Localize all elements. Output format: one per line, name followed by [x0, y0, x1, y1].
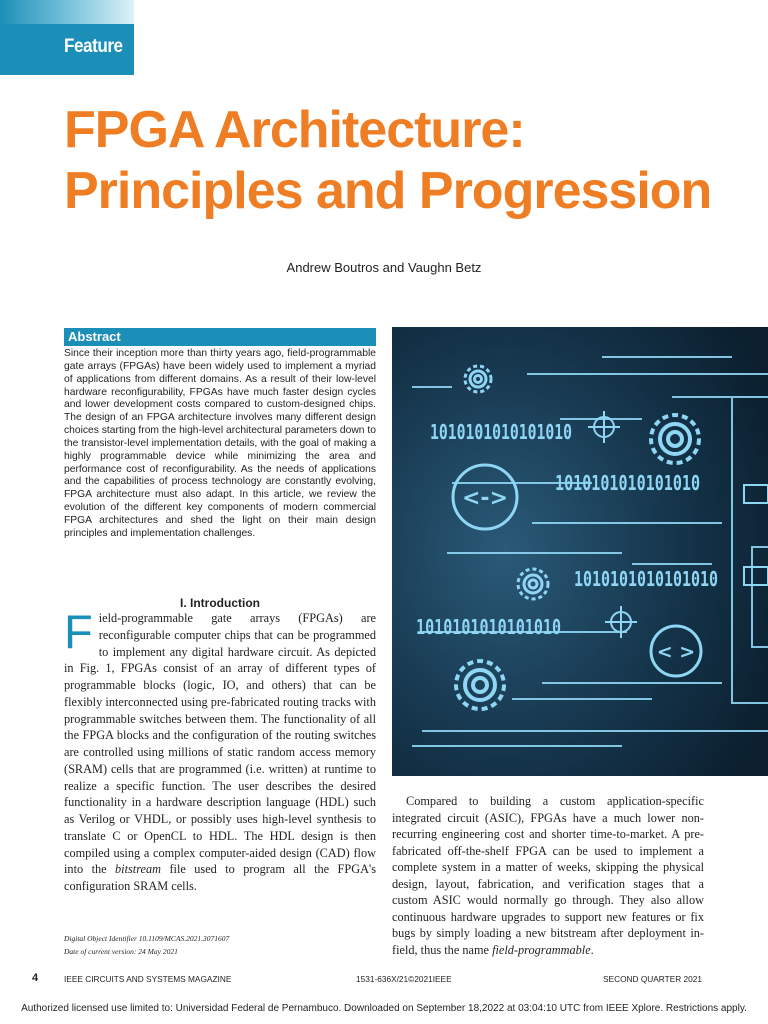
code-bracket-symbol-1: <->: [462, 486, 508, 511]
intro-paragraph-1: [64, 605, 376, 895]
abstract-heading-bar: [64, 328, 376, 346]
intro-paragraph-1-text-b: file used to program all the FPGA's configuration SRAM cells.: [64, 862, 376, 893]
section-heading-introduction: I. Introduction: [180, 596, 260, 610]
abstract-heading: Abstract: [68, 329, 121, 344]
intro-paragraph-2-emphasis: field-programmable: [492, 942, 591, 957]
date-line: Date of current version: 24 May 2021: [64, 947, 178, 956]
hero-figure: [392, 327, 768, 776]
article-title-line-2: Principles and Progression: [64, 162, 712, 220]
drop-cap: F: [64, 605, 93, 658]
article-title: [64, 100, 744, 222]
section-tab-gradient: [0, 0, 134, 24]
intro-paragraph-1-text-a: ield-programmable gate arrays (FPGAs) are reconfigurable computer chips that can be programmed to implement any digital hardware circuit. As depicted in Fig. 1, FPGAs consist of an array of different types of programmable blocks (logic, IO, and others) that can be flexibly interconnected using pre-fabricated routing tracks with programmable switches between them. The functionality of all the FPGA blocks and the configuration of the routing switches are controlled using millions of static random access memory (SRAM) cells that are programmed (i.e. written) at runtime to realize a specific function. The user describes the desired functionality in a hardware description language (HDL) such as Verilog or VHDL, or possibly uses high-level synthesis to translate C or OpenCL to HDL. The HDL design is then compiled using a complex computer-aided design (CAD) flow into the: [64, 611, 376, 877]
article-title-line-1: FPGA Architecture:: [64, 101, 525, 159]
doi-block: [64, 932, 376, 958]
footer-issue: SECOND QUARTER 2021: [603, 974, 702, 984]
figure-background: [392, 327, 768, 776]
article-authors: Andrew Boutros and Vaughn Betz: [286, 260, 482, 275]
binary-string-1: 1010101010101010: [430, 420, 572, 444]
binary-string-4: 1010101010101010: [416, 615, 561, 639]
abstract-text: Since their inception more than thirty years ago, field-programmable gate arrays (FPGAs) have been widely used to implement a myriad of applications from different domains. As a result of their low-level hardware reconfigurability, FPGAs have much faster design cycles and lower development costs compared to custom-designed chips. The design of an FPGA architecture involves many different design choices starting from the high-level architectural parameters down to the transistor-level implementation details, with the goal of making a highly programmable device while minimizing the area and performance cost of reconfigurability. As the needs of applications and the capabilities of process technology are constantly evolving, FPGA architecture must also adapt. In this article, we review the evolution of the different key components of modern commercial FPGA architectures and shed the light on their main design principles and implementation challenges.: [64, 348, 376, 539]
binary-string-3: 1010101010101010: [574, 567, 718, 591]
binary-string-2: 1010101010101010: [555, 471, 700, 495]
intro-paragraph-1-emphasis: bitstream: [115, 862, 162, 877]
doi-line: Digital Object Identifier 10.1109/MCAS.2021.3071607: [64, 934, 230, 943]
license-notice: Authorized licensed use limited to: Universidad Federal de Pernambuco. Downloaded on September 18,2022 at 03:04:10 UTC from IEEE Xplore. Restrictions apply.: [21, 1003, 747, 1014]
intro-paragraph-2-text-a: Compared to building a custom application-specific integrated circuit (ASIC), FPGAs have a much lower non-recurring engineering cost and shorter time-to-market. A pre-fabricated off-the-shelf FPGA can be used to implement a complete system in a matter of weeks, skipping the physical design, layout, fabrication, and verification stages that a custom ASIC would normally go through. They also allow continuous hardware upgrades to support new features or fix bugs by simply loading a new bitstream after deployment in-field, thus the name: [392, 794, 704, 957]
code-bracket-symbol-2: < >: [656, 641, 696, 663]
footer-magazine: IEEE CIRCUITS AND SYSTEMS MAGAZINE: [64, 974, 232, 984]
section-tab: [0, 0, 134, 75]
intro-paragraph-2-text-b: .: [590, 942, 594, 957]
section-tab-label: Feature: [64, 36, 123, 57]
page-number: 4: [32, 972, 39, 984]
intro-paragraph-2: [392, 793, 704, 958]
footer-issn: 1531-636X/21©2021IEEE: [356, 974, 452, 984]
